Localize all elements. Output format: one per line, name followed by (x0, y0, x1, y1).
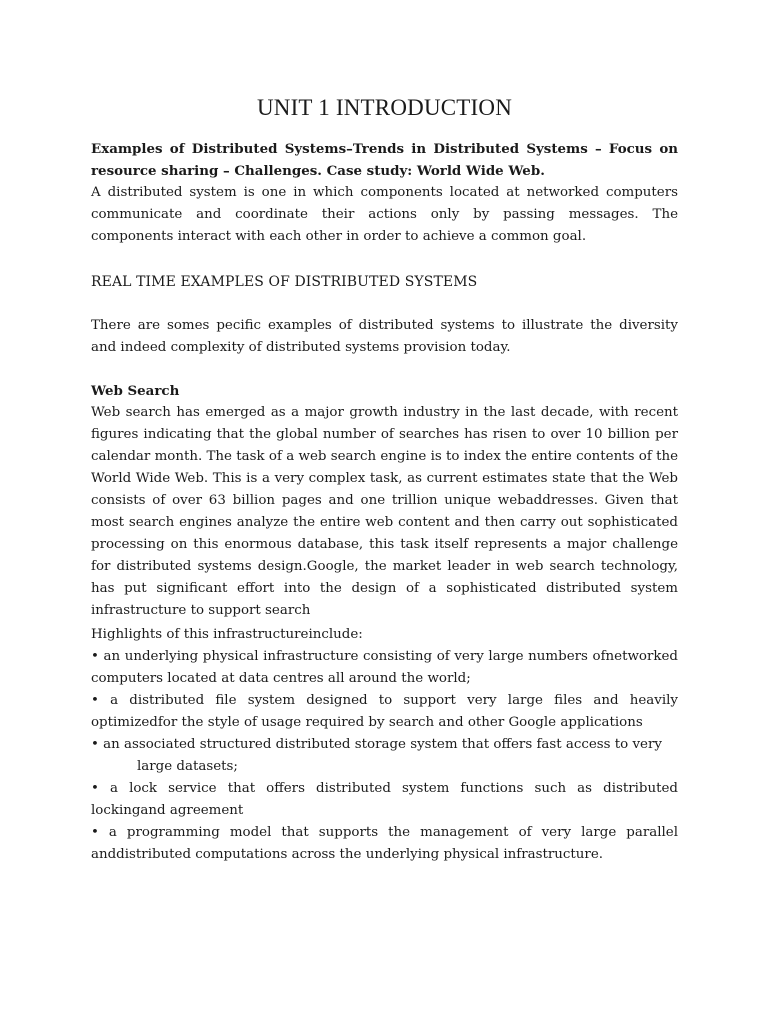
list-item: • a lock service that offers distributed system functions such as distributed lockingand agreement (91, 781, 678, 818)
list-item: • an underlying physical infrastructure consisting of very large numbers ofnetworked computers located at data centres all around the world; (91, 649, 678, 686)
section-heading: REAL TIME EXAMPLES OF DISTRIBUTED SYSTEMS (91, 274, 478, 290)
page-title: UNIT 1 INTRODUCTION (256, 95, 513, 120)
highlights-intro: Highlights of this infrastructureinclude: (91, 627, 363, 642)
intro-paragraph: A distributed system is one in which components located at networked computers communicate and coordinate their actions only by passing messages. The components interact with each other in order to achieve a common goal. (91, 185, 678, 244)
list-item: • a programming model that supports the management of very large parallel anddistributed computations across the underlying physical infrastructure. (91, 825, 678, 862)
unit-topics: Examples of Distributed Systems–Trends in Distributed Systems – Focus on resource sharing – Challenges. Case study: World Wide Web. (91, 141, 678, 179)
web-search-paragraph: Web search has emerged as a major growth industry in the last decade, with recent figures indicating that the global number of searches has risen to over 10 billion per calendar month. The task of a web search engine is to index the entire contents of the World Wide Web. This is a very complex task, as current estimates state that the Web consists of over 63 billion pages and one trillion unique webaddresses. Given that most search engines analyze the entire web content and then carry out sophisticated processing on this enormous database, this task itself represents a major challenge for distributed systems design.Google, the market leader in web search technology, has put significant effort into the design of a sophisticated distributed system infrastructure to support search (91, 405, 678, 618)
highlights-list (91, 646, 678, 866)
web-search-heading: Web Search (91, 383, 180, 399)
list-item-continuation: large datasets; (137, 759, 238, 774)
list-item (91, 734, 678, 778)
section-intro-paragraph: There are somes pecific examples of distributed systems to illustrate the diversity and indeed complexity of distributed systems provision today. (91, 318, 678, 355)
list-item-text: • an associated structured distributed storage system that offers fast access to very (91, 737, 662, 752)
list-item: • a distributed file system designed to support very large files and heavily optimizedfor the style of usage required by search and other Google applications (91, 693, 678, 730)
